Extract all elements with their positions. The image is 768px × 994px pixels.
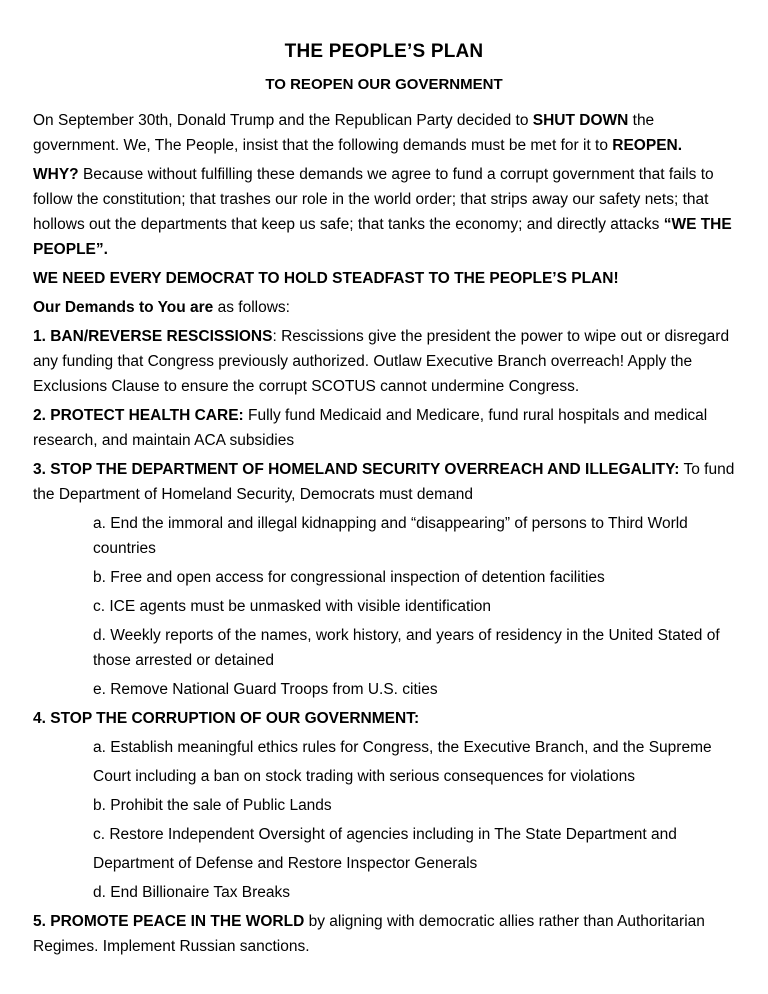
text-run: 4. STOP THE CORRUPTION OF OUR GOVERNMENT: — [33, 710, 420, 727]
demand-5-promote-peace — [33, 909, 735, 959]
demand-3-sub-a — [93, 511, 735, 561]
text-run: c. ICE agents must be unmasked with visible identification — [93, 598, 492, 615]
text-run: Because without fulfilling these demands we agree to fund a corrupt government that fails to follow the constitution; that trashes our role in the world order; that strips away our safety nets; that hollows out the departments that keep us safe; that tanks the economy; and directly attacks — [33, 166, 714, 233]
text-run: d. End Billionaire Tax Breaks — [93, 884, 291, 901]
paragraph-steadfast — [33, 266, 735, 291]
demand-3-sub-e — [93, 677, 735, 702]
text-run: 5. PROMOTE PEACE IN THE WORLD — [33, 913, 305, 930]
text-run: 1. BAN/REVERSE RESCISSIONS — [33, 328, 273, 345]
document-body — [33, 108, 735, 959]
text-run: a. Establish meaningful ethics rules for Congress, the Executive Branch, and the Supreme — [93, 739, 712, 756]
text-run: the government. We, The People, insist that the following demands must be met for it to — [33, 112, 655, 154]
text-run: Our Demands to You are — [33, 299, 214, 316]
text-run: To fund the Department of Homeland Security, Democrats must demand — [33, 461, 735, 503]
demand-4-sub-c-line-2 — [93, 851, 735, 876]
demand-4-sub-b — [93, 793, 735, 818]
text-run: c. Restore Independent Oversight of agencies including in The State Department and — [93, 826, 677, 843]
demand-1-ban-reverse-rescissions — [33, 324, 735, 399]
demand-2-protect-health-care — [33, 403, 735, 453]
text-run: WHY? — [33, 166, 79, 183]
text-run: WE NEED EVERY DEMOCRAT TO HOLD STEADFAST TO THE PEOPLE’S PLAN! — [33, 270, 619, 287]
text-run: REOPEN. — [612, 137, 683, 154]
text-run: “WE THE PEOPLE”. — [33, 216, 732, 258]
document-title: THE PEOPLE’S PLAN — [284, 41, 484, 62]
text-run: Fully fund Medicaid and Medicare, fund rural hospitals and medical research, and maintain ACA subsidies — [33, 407, 708, 449]
demand-4-sub-a-line-1 — [93, 735, 735, 760]
text-run: On September 30th, Donald Trump and the Republican Party decided to — [33, 112, 533, 129]
demand-3-dhs-overreach — [33, 457, 735, 507]
text-run: 3. STOP THE DEPARTMENT OF HOMELAND SECURITY OVERREACH AND ILLEGALITY: — [33, 461, 680, 478]
text-run: : Rescissions give the president the power to wipe out or disregard any funding that Congress previously authorized. Outlaw Executive Branch overreach! Apply the Exclusions Clause to ensure the corrupt SCOTUS cannot undermine Congress. — [33, 328, 730, 395]
text-run: d. Weekly reports of the names, work history, and years of residency in the United Stated of those arrested or detained — [93, 627, 720, 669]
demand-3-sub-c — [93, 594, 735, 619]
text-run: Court including a ban on stock trading with serious consequences for violations — [93, 768, 635, 785]
paragraph-intro — [33, 108, 735, 158]
demand-3-sub-d — [93, 623, 735, 673]
paragraph-demands-intro — [33, 295, 735, 320]
demand-4-sub-c-line-1 — [93, 822, 735, 847]
paragraph-why — [33, 162, 735, 262]
text-run: as follows: — [213, 299, 290, 316]
demand-4-stop-corruption — [33, 706, 735, 731]
demand-3-sub-b — [93, 565, 735, 590]
text-run: b. Prohibit the sale of Public Lands — [93, 797, 332, 814]
text-run: a. End the immoral and illegal kidnapping and “disappearing” of persons to Third World countries — [93, 515, 688, 557]
document-subtitle: TO REOPEN OUR GOVERNMENT — [265, 76, 503, 93]
text-run: b. Free and open access for congressional inspection of detention facilities — [93, 569, 605, 586]
text-run: 2. PROTECT HEALTH CARE: — [33, 407, 244, 424]
text-run: by aligning with democratic allies rather than Authoritarian Regimes. Implement Russian sanctions. — [33, 913, 705, 955]
demand-4-sub-a-line-2 — [93, 764, 735, 789]
demand-4-sub-d — [93, 880, 735, 905]
text-run: Department of Defense and Restore Inspector Generals — [93, 855, 478, 872]
text-run: SHUT DOWN — [532, 112, 629, 129]
text-run: e. Remove National Guard Troops from U.S. cities — [93, 681, 438, 698]
